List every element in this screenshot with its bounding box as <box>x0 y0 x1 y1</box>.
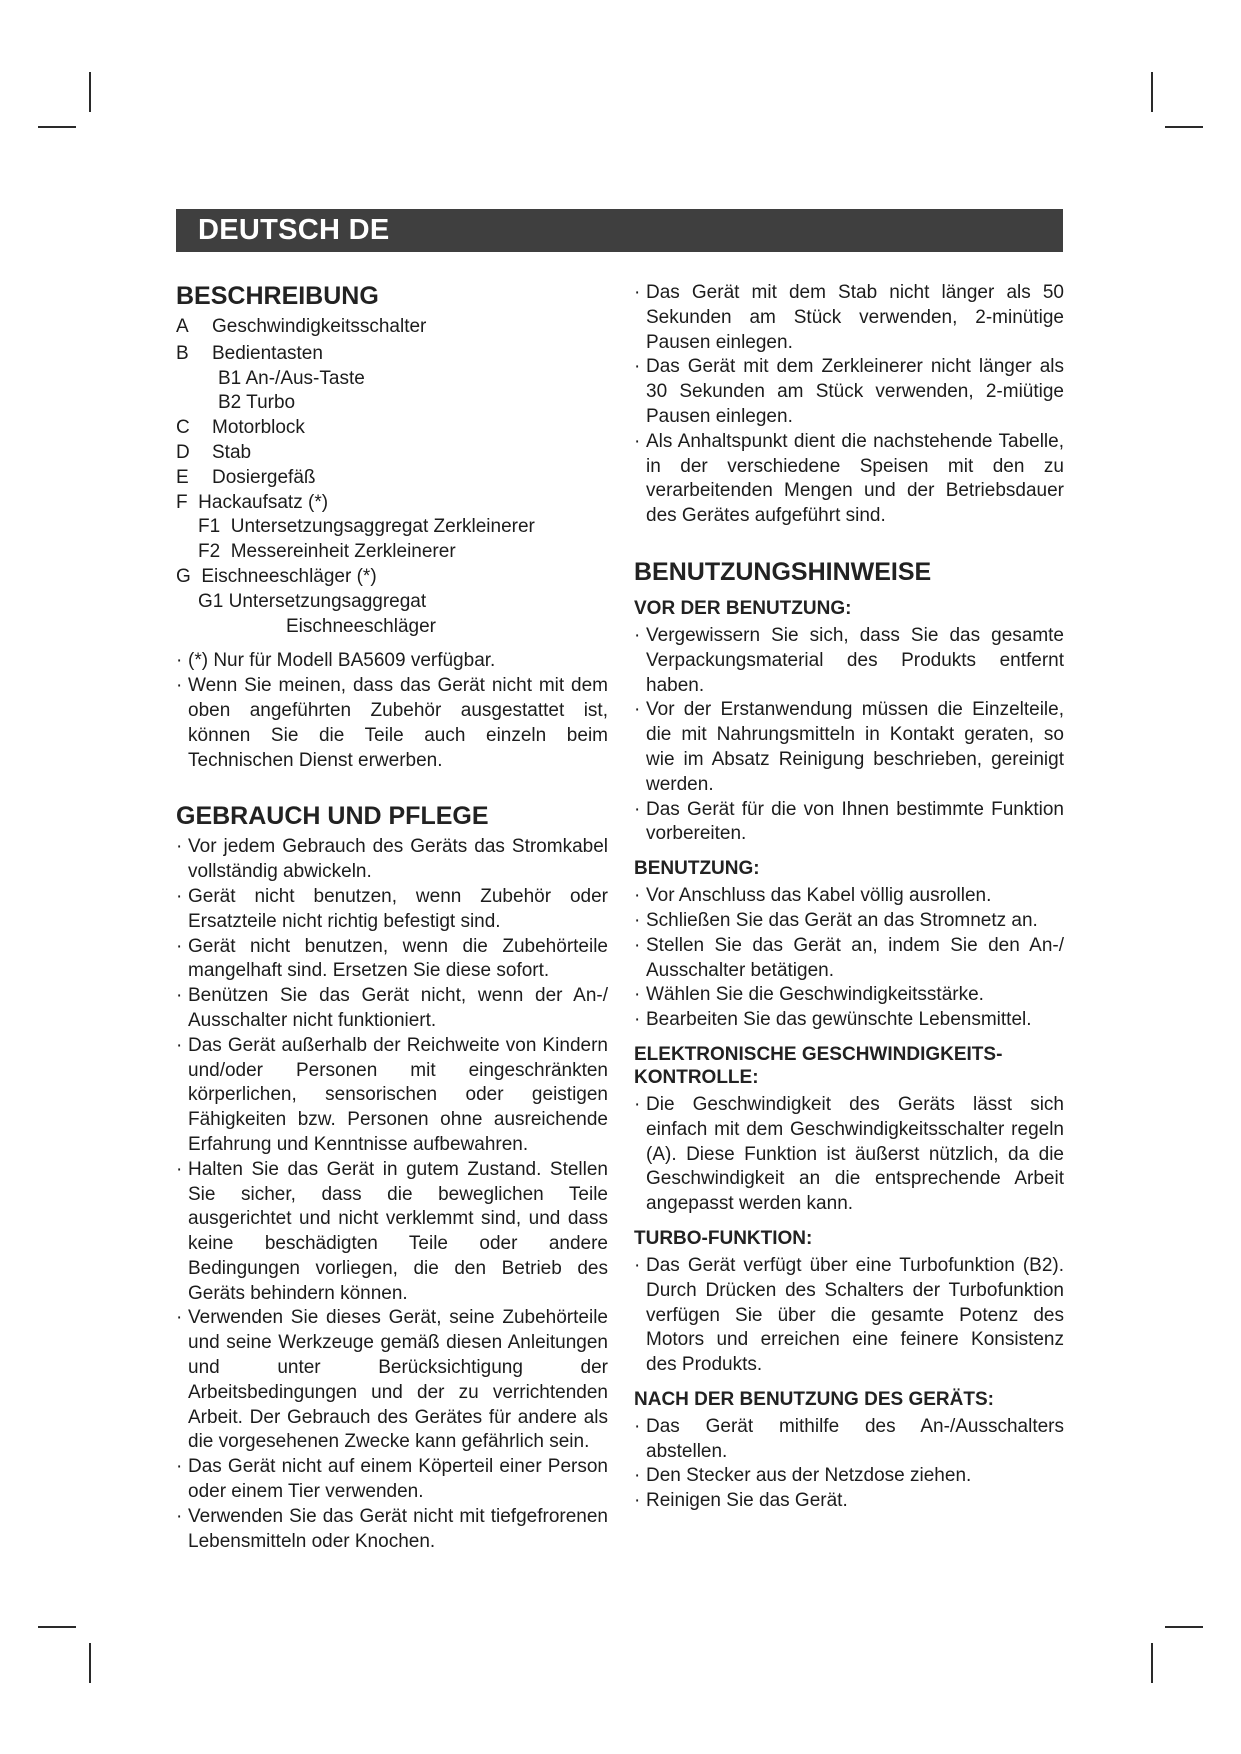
list-item: · Gerät nicht benutzen, wenn Zubehör oder Ersatzteile nicht richtig befestigt sind. <box>176 885 608 935</box>
section-title-hinweise: BENUTZUNGSHINWEISE <box>634 557 932 586</box>
list-item: · (*) Nur für Modell BA5609 verfügbar. <box>176 649 608 674</box>
desc-item-b <box>176 342 608 367</box>
crop-mark-bottom-right-vertical <box>1151 1643 1153 1683</box>
gebrauch-list <box>176 835 608 1554</box>
desc-key: E <box>176 466 189 488</box>
desc-text: Dosiergefäß <box>212 466 316 488</box>
section-title-beschreibung: BESCHREIBUNG <box>176 282 379 310</box>
desc-text: Bedientasten <box>212 342 323 364</box>
list-item: · Bearbeiten Sie das gewünschte Lebensmittel. <box>634 1008 1064 1033</box>
list-item: · Gerät nicht benutzen, wenn die Zubehörteile mangelhaft sind. Ersetzen Sie diese sofort. <box>176 935 608 985</box>
list-item: · Schließen Sie das Gerät an das Stromnetz an. <box>634 909 1064 934</box>
desc-text: Stab <box>212 441 252 463</box>
list-item: · Das Gerät nicht auf einem Köperteil einer Person oder einem Tier verwenden. <box>176 1455 608 1505</box>
list-item: · Halten Sie das Gerät in gutem Zustand. Stellen Sie sicher, dass die beweglichen Teile ausgerichtet und nicht verklemmt sind, und dass keine beschädigten Teile oder andere Bedingungen vorliegen, die den Betrieb des Geräts behindern können. <box>176 1158 608 1307</box>
section-title-gebrauch: GEBRAUCH UND PFLEGE <box>176 802 489 831</box>
language-header: DEUTSCH DE <box>176 209 1063 252</box>
subsection-title-turbo: TURBO-FUNKTION: <box>634 1227 813 1249</box>
subsection-title-benutzung: BENUTZUNG: <box>634 858 760 880</box>
list-item: · Das Gerät verfügt über eine Turbofunktion (B2). Durch Drücken des Schalters der Turbofunktion verfügen Sie über die gesamte Potenz des Motors und erreichen eine feinere Konsistenz des Produkts. <box>634 1254 1064 1378</box>
list-item: · Vor der Erstanwendung müssen die Einzelteile, die mit Nahrungsmitteln in Kontakt geraten, so wie im Absatz Reinigung beschrieben, gereinigt werden. <box>634 698 1064 797</box>
list-item: · Vor jedem Gebrauch des Geräts das Stromkabel vollständig abwickeln. <box>176 835 608 885</box>
desc-sub-b2: B2 Turbo <box>218 392 296 414</box>
list-item: · Als Anhaltspunkt dient die nachstehende Tabelle, in der verschiedene Speisen mit den zu verarbeitenden Mengen und der Betriebsdauer des Gerätes aufgeführt sind. <box>634 430 1064 529</box>
desc-sub-b1: B1 An-/Aus-Taste <box>218 367 365 389</box>
list-item: · Die Geschwindigkeit des Geräts lässt sich einfach mit dem Geschwindigkeitsschalter regeln (A). Diese Funktion ist äußerst nützlich, da die Geschwindigkeit an die entsprechende Arbeit angepasst werden kann. <box>634 1093 1064 1217</box>
list-item: · Verwenden Sie das Gerät nicht mit tiefgefrorenen Lebensmitteln oder Knochen. <box>176 1505 608 1555</box>
elektronisch-list <box>634 1093 1064 1217</box>
crop-mark-bottom-left-horizontal <box>38 1626 76 1628</box>
turbo-list <box>634 1254 1064 1378</box>
beschreibung-notes <box>176 649 608 773</box>
subsection-title-elektronisch: ELEKTRONISCHE GESCHWINDIGKEITS-KONTROLLE: <box>634 1043 1003 1088</box>
vor-list <box>634 624 1064 847</box>
list-item: · Vor Anschluss das Kabel völlig ausrollen. <box>634 884 1064 909</box>
desc-key: A <box>176 316 189 337</box>
desc-item-c <box>176 416 608 441</box>
left-column <box>176 281 608 1554</box>
desc-text: Geschwindigkeitsschalter <box>212 316 427 337</box>
desc-sub-f1: F1 Untersetzungsaggregat Zerkleinerer <box>198 516 535 538</box>
desc-key: C <box>176 417 190 439</box>
desc-item-a <box>176 315 608 340</box>
desc-item-d <box>176 441 608 466</box>
crop-mark-top-left-horizontal <box>38 126 76 128</box>
desc-text: Motorblock <box>212 417 305 439</box>
benutzung-list <box>634 884 1064 1033</box>
desc-key: B <box>176 342 189 364</box>
nach-list <box>634 1415 1064 1514</box>
list-item: · Stellen Sie das Gerät an, indem Sie den An-/ Ausschalter betätigen. <box>634 934 1064 984</box>
list-item: · Den Stecker aus der Netzdose ziehen. <box>634 1464 1064 1489</box>
list-item: · Vergewissern Sie sich, dass Sie das gesamte Verpackungsmaterial des Produkts entfernt haben. <box>634 624 1064 698</box>
desc-sub-g1: G1 Untersetzungsaggregat <box>198 590 427 612</box>
right-column <box>634 281 1064 1514</box>
crop-mark-bottom-left-vertical <box>89 1643 91 1683</box>
desc-key: D <box>176 441 190 463</box>
crop-mark-top-right-vertical <box>1151 72 1153 112</box>
desc-sub-g1-cont: Eischneeschläger <box>286 615 436 637</box>
list-item: · Benützen Sie das Gerät nicht, wenn der An-/ Ausschalter nicht funktioniert. <box>176 984 608 1034</box>
list-item: · Das Gerät mit dem Zerkleinerer nicht länger als 30 Sekunden am Stück verwenden, 2-miütige Pausen einlegen. <box>634 355 1064 429</box>
list-item: · Wählen Sie die Geschwindigkeitsstärke. <box>634 983 1064 1008</box>
crop-mark-bottom-right-horizontal <box>1165 1626 1203 1628</box>
usage-limits-list <box>634 281 1064 529</box>
list-item: · Reinigen Sie das Gerät. <box>634 1489 1064 1514</box>
crop-mark-top-right-horizontal <box>1165 126 1203 128</box>
desc-item-f: F Hackaufsatz (*) <box>176 491 329 513</box>
desc-item-g: G Eischneeschläger (*) <box>176 565 377 587</box>
list-item: · Das Gerät mithilfe des An-/Ausschalters abstellen. <box>634 1415 1064 1465</box>
desc-item-e <box>176 466 608 491</box>
list-item: · Verwenden Sie dieses Gerät, seine Zubehörteile und seine Werkzeuge gemäß diesen Anleitungen und unter Berücksichtigung der Arbeitsbedingungen und der zu verrichtenden Arbeit. Der Gebrauch des Gerätes für andere als die vorgesehenen Zwecke kann gefährlich sein. <box>176 1306 608 1455</box>
subsection-title-vor: VOR DER BENUTZUNG: <box>634 597 852 619</box>
subsection-title-nach: NACH DER BENUTZUNG DES GERÄTS: <box>634 1388 994 1410</box>
desc-sub-f2: F2 Messereinheit Zerkleinerer <box>198 541 456 563</box>
list-item: · Das Gerät mit dem Stab nicht länger als 50 Sekunden am Stück verwenden, 2-minütige Pausen einlegen. <box>634 281 1064 355</box>
list-item: · Das Gerät außerhalb der Reichweite von Kindern und/oder Personen mit eingeschränkten körperlichen, sensorischen oder geistigen Fähigkeiten bzw. Personen ohne ausreichende Erfahrung und Kenntnisse aufbewahren. <box>176 1034 608 1158</box>
crop-mark-top-left-vertical <box>89 72 91 112</box>
list-item: · Das Gerät für die von Ihnen bestimmte Funktion vorbereiten. <box>634 798 1064 848</box>
list-item: · Wenn Sie meinen, dass das Gerät nicht mit dem oben angeführten Zubehör ausgestattet ist, können Sie die Teile auch einzeln beim Technischen Dienst erwerben. <box>176 674 608 773</box>
